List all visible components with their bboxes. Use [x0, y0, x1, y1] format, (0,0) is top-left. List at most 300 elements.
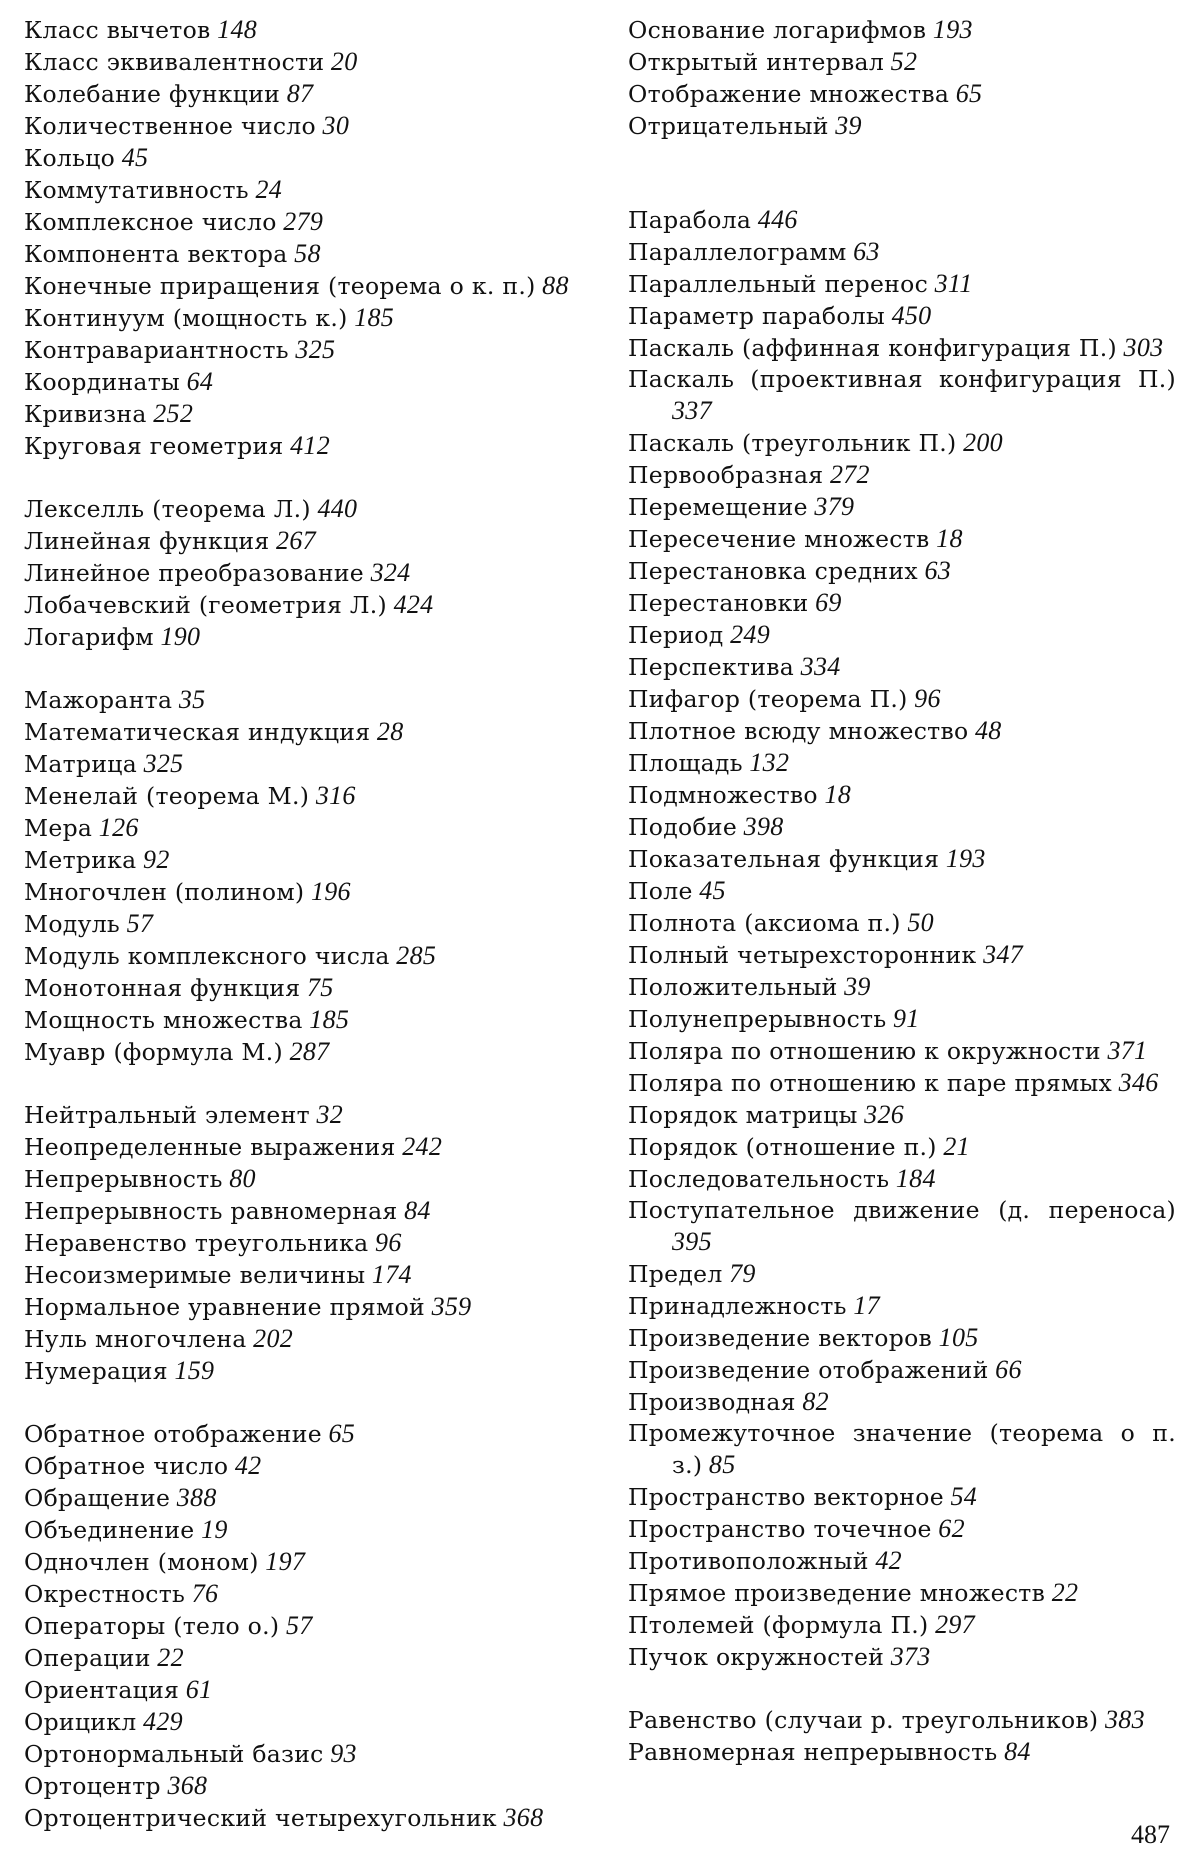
index-term: Логарифм — [24, 623, 154, 651]
index-term: Ортоцентрический четырехугольник — [24, 1804, 497, 1832]
index-term: Лобачевский (геометрия Л.) — [24, 591, 388, 619]
index-term: Противоположный — [628, 1547, 869, 1575]
index-term: Неравенство треугольника — [24, 1229, 369, 1257]
page-reference: 202 — [253, 1324, 294, 1353]
index-letter-group — [24, 493, 590, 653]
index-entry — [24, 1131, 590, 1163]
page-reference: 285 — [396, 941, 437, 970]
page-reference: 193 — [945, 844, 986, 873]
index-term: Поле — [628, 877, 693, 905]
page-reference: 84 — [1004, 1737, 1031, 1766]
index-term: Предел — [628, 1260, 723, 1288]
page-reference: 446 — [757, 205, 798, 234]
index-term: Обратное число — [24, 1452, 229, 1480]
page-reference: 84 — [404, 1196, 431, 1225]
page-reference: 424 — [393, 590, 434, 619]
page-reference: 388 — [176, 1483, 217, 1512]
index-entry — [628, 78, 1176, 110]
index-term: Линейная функция — [24, 527, 270, 555]
page-reference: 66 — [995, 1355, 1022, 1384]
index-entry — [628, 1099, 1176, 1131]
index-term: Круговая геометрия — [24, 432, 284, 460]
index-entry — [24, 1770, 590, 1802]
page-reference: 21 — [943, 1132, 970, 1161]
index-term: Перестановка средних — [628, 557, 918, 585]
group-gap — [628, 142, 1176, 204]
page-reference: 185 — [309, 1005, 350, 1034]
index-entry — [628, 1704, 1176, 1736]
index-entry — [24, 334, 590, 366]
index-entry — [628, 715, 1176, 747]
index-entry — [628, 747, 1176, 779]
index-entry — [24, 525, 590, 557]
page-reference: 325 — [295, 335, 336, 364]
index-term: Произведение отображений — [628, 1356, 989, 1384]
index-entry — [24, 1706, 590, 1738]
page-reference: 440 — [317, 494, 358, 523]
index-letter-group — [24, 684, 590, 1068]
index-entry — [628, 364, 1176, 427]
index-entry — [24, 1546, 590, 1578]
index-entry — [24, 1323, 590, 1355]
index-term: Менелай (теорема М.) — [24, 782, 310, 810]
page-reference: 42 — [875, 1546, 902, 1575]
page-reference: 148 — [217, 15, 258, 44]
page-reference: 242 — [402, 1132, 443, 1161]
index-entry — [628, 332, 1176, 364]
index-term: Период — [628, 621, 724, 649]
page-reference: 28 — [376, 717, 404, 746]
page-reference: 105 — [938, 1323, 979, 1352]
index-term: Отрицательный — [628, 112, 829, 140]
page-reference: 63 — [924, 556, 952, 585]
page-reference: 64 — [186, 367, 214, 396]
page-reference: 69 — [815, 588, 842, 617]
index-term: Паскаль (аффинная конфигурация П.) — [628, 334, 1117, 362]
index-entry — [628, 459, 1176, 491]
page-reference: 93 — [330, 1739, 357, 1768]
index-term: Матрица — [24, 750, 138, 778]
page-reference: 96 — [375, 1228, 402, 1257]
page-reference: 383 — [1104, 1705, 1145, 1734]
index-term: Порядок (отношение п.) — [628, 1133, 937, 1161]
index-term: Паскаль (проективная конфигурация П.) — [628, 365, 1176, 393]
group-gap — [24, 462, 590, 493]
index-entry — [628, 1322, 1176, 1354]
index-term: Пространство векторное — [628, 1483, 944, 1511]
index-letter-group — [628, 14, 1176, 142]
page-reference: 76 — [191, 1579, 219, 1608]
index-entry — [628, 236, 1176, 268]
index-term: Промежуточное значение (теорема о п. з.) — [628, 1419, 1176, 1479]
page-reference: 324 — [370, 558, 411, 587]
index-entry — [24, 908, 590, 940]
index-entry — [628, 1418, 1176, 1481]
index-term: Ортоцентр — [24, 1772, 161, 1800]
index-entry — [628, 204, 1176, 236]
index-entry — [24, 206, 590, 238]
index-term: Координаты — [24, 368, 181, 396]
page-reference: 57 — [285, 1611, 313, 1640]
index-entry — [24, 14, 590, 46]
index-entry — [24, 1355, 590, 1387]
page-reference: 85 — [708, 1450, 736, 1479]
index-term: Мера — [24, 814, 93, 842]
index-entry — [24, 557, 590, 589]
page-reference: 18 — [824, 780, 852, 809]
page-reference: 368 — [167, 1771, 208, 1800]
index-letter-group — [24, 1099, 590, 1387]
index-entry — [24, 876, 590, 908]
page-reference: 30 — [322, 111, 350, 140]
index-term: Комплексное число — [24, 208, 277, 236]
index-term: Равенство (случаи р. треугольников) — [628, 1706, 1099, 1734]
index-term: Модуль — [24, 910, 121, 938]
index-term: Количественное число — [24, 112, 316, 140]
page-reference: 193 — [932, 15, 973, 44]
index-term: Орицикл — [24, 1708, 137, 1736]
page-reference: 395 — [672, 1227, 712, 1256]
index-term: Перемещение — [628, 493, 808, 521]
page-reference: 311 — [934, 269, 973, 298]
index-term: Прямое произведение множеств — [628, 1579, 1046, 1607]
index-term: Непрерывность — [24, 1165, 223, 1193]
index-term: Первообразная — [628, 461, 824, 489]
index-letter-group — [628, 1704, 1176, 1768]
index-entry — [24, 589, 590, 621]
index-term: Поляра по отношению к паре прямых — [628, 1069, 1113, 1097]
index-letter-group — [628, 204, 1176, 1673]
index-entry — [24, 812, 590, 844]
index-entry — [24, 142, 590, 174]
index-term: Класс вычетов — [24, 16, 211, 44]
index-entry — [24, 1163, 590, 1195]
index-term: Компонента вектора — [24, 240, 288, 268]
index-entry — [628, 1163, 1176, 1195]
page-reference: 20 — [330, 47, 358, 76]
index-term: Поступательное движение (д. переноса) — [628, 1196, 1176, 1224]
index-term: Монотонная функция — [24, 974, 301, 1002]
index-term: Модуль комплексного числа — [24, 942, 390, 970]
page-reference: 96 — [914, 684, 941, 713]
index-entry — [628, 587, 1176, 619]
page-reference: 80 — [229, 1164, 256, 1193]
index-term: Парабола — [628, 206, 752, 234]
group-gap — [628, 1673, 1176, 1704]
index-entry — [628, 14, 1176, 46]
index-entry — [24, 238, 590, 270]
index-entry — [24, 78, 590, 110]
page-reference: 91 — [893, 1004, 920, 1033]
index-term: Операторы (тело о.) — [24, 1612, 280, 1640]
index-term: Лекселль (теорема Л.) — [24, 495, 311, 523]
index-term: Нейтральный элемент — [24, 1101, 310, 1129]
index-entry — [24, 1227, 590, 1259]
index-entry — [628, 1481, 1176, 1513]
index-entry — [24, 1195, 590, 1227]
page-reference: 88 — [542, 271, 569, 300]
page-reference: 132 — [749, 748, 790, 777]
index-entry — [628, 939, 1176, 971]
index-entry — [628, 1131, 1176, 1163]
page-reference: 287 — [289, 1037, 330, 1066]
index-entry — [628, 1195, 1176, 1258]
page-reference: 325 — [143, 749, 184, 778]
page-reference: 58 — [294, 239, 321, 268]
index-term: Обратное отображение — [24, 1420, 322, 1448]
index-entry — [628, 1290, 1176, 1322]
page-reference: 32 — [316, 1100, 344, 1129]
page-reference: 63 — [853, 237, 880, 266]
page-reference: 303 — [1123, 333, 1164, 362]
index-entry — [24, 1610, 590, 1642]
index-entry — [24, 748, 590, 780]
index-term: Нуль многочлена — [24, 1325, 247, 1353]
index-term: Мажоранта — [24, 686, 173, 714]
index-entry — [24, 493, 590, 525]
page-reference: 326 — [864, 1100, 905, 1129]
index-term: Площадь — [628, 749, 743, 777]
page-reference: 316 — [315, 781, 356, 810]
index-term: Равномерная непрерывность — [628, 1738, 998, 1766]
index-term: Перестановки — [628, 589, 809, 617]
index-entry — [24, 1259, 590, 1291]
index-term: Объединение — [24, 1516, 195, 1544]
index-entry — [628, 1067, 1176, 1099]
index-term: Открытый интервал — [628, 48, 885, 76]
index-entry — [628, 300, 1176, 332]
index-entry — [24, 716, 590, 748]
index-entry — [628, 555, 1176, 587]
index-term: Подмножество — [628, 781, 818, 809]
index-entry — [24, 174, 590, 206]
index-entry — [628, 779, 1176, 811]
index-entry — [24, 1578, 590, 1610]
index-entry — [628, 1035, 1176, 1067]
page-reference: 337 — [672, 396, 712, 425]
page-reference: 65 — [955, 79, 983, 108]
page-reference: 65 — [328, 1419, 356, 1448]
index-entry — [24, 430, 590, 462]
index-term: Пересечение множеств — [628, 525, 930, 553]
index-entry — [628, 843, 1176, 875]
page-reference: 334 — [800, 652, 841, 681]
page-reference: 373 — [890, 1642, 931, 1671]
index-term: Контравариантность — [24, 336, 289, 364]
page-reference: 18 — [936, 524, 963, 553]
page-reference: 297 — [935, 1610, 975, 1639]
page-reference: 87 — [286, 79, 314, 108]
page-reference: 24 — [255, 175, 283, 204]
index-letter-group — [24, 14, 590, 462]
page-number: 487 — [1131, 1820, 1170, 1849]
index-entry — [628, 1386, 1176, 1418]
group-gap — [24, 653, 590, 684]
index-entry — [24, 270, 590, 302]
index-entry — [24, 1674, 590, 1706]
index-entry — [628, 1577, 1176, 1609]
page-reference: 450 — [891, 301, 932, 330]
index-entry — [24, 366, 590, 398]
page-reference: 126 — [98, 813, 139, 842]
page-reference: 22 — [1051, 1578, 1079, 1607]
index-entry — [628, 1545, 1176, 1577]
index-entry — [24, 1450, 590, 1482]
page-reference: 190 — [160, 622, 201, 651]
index-entry — [628, 619, 1176, 651]
page-reference: 39 — [835, 111, 862, 140]
page-reference: 17 — [853, 1291, 880, 1320]
page-reference: 82 — [802, 1387, 829, 1416]
index-term: Окрестность — [24, 1580, 186, 1608]
page-reference: 22 — [157, 1643, 184, 1672]
index-entry — [24, 780, 590, 812]
index-term: Неопределенные выражения — [24, 1133, 396, 1161]
index-entry — [24, 1802, 590, 1834]
page-reference: 267 — [276, 526, 316, 555]
group-gap — [24, 1068, 590, 1099]
index-term: Линейное преобразование — [24, 559, 364, 587]
index-term: Одночлен (моном) — [24, 1548, 259, 1576]
page-reference: 45 — [699, 876, 726, 905]
page-reference: 159 — [174, 1356, 215, 1385]
index-entry — [24, 1099, 590, 1131]
index-term: Полный четырехсторонник — [628, 941, 977, 969]
index-entry — [24, 940, 590, 972]
index-entry — [24, 684, 590, 716]
index-term: Параметр параболы — [628, 302, 886, 330]
index-entry — [628, 1258, 1176, 1290]
page-reference: 19 — [201, 1515, 228, 1544]
page-reference: 398 — [743, 812, 784, 841]
index-term: Показательная функция — [628, 845, 940, 873]
index-entry — [628, 427, 1176, 459]
index-entry — [628, 651, 1176, 683]
page-reference: 50 — [907, 908, 934, 937]
index-term: Кривизна — [24, 400, 147, 428]
page-reference: 61 — [185, 1675, 213, 1704]
page-reference: 429 — [143, 1707, 183, 1736]
index-entry — [24, 302, 590, 334]
index-entry — [628, 1354, 1176, 1386]
page-reference: 92 — [143, 845, 170, 874]
page-reference: 39 — [844, 972, 871, 1001]
index-term: Континуум (мощность к.) — [24, 304, 348, 332]
index-term: Обращение — [24, 1484, 171, 1512]
index-entry — [628, 683, 1176, 715]
index-entry — [24, 844, 590, 876]
index-term: Порядок матрицы — [628, 1101, 858, 1129]
index-term: Несоизмеримые величины — [24, 1261, 366, 1289]
page-reference: 62 — [938, 1514, 965, 1543]
page-reference: 54 — [950, 1482, 978, 1511]
index-term: Произведение векторов — [628, 1324, 933, 1352]
page-reference: 249 — [730, 620, 770, 649]
index-term: Пространство точечное — [628, 1515, 932, 1543]
group-gap — [24, 1387, 590, 1418]
index-term: Класс эквивалентности — [24, 48, 325, 76]
page-reference: 197 — [265, 1547, 306, 1576]
page-reference: 48 — [975, 716, 1002, 745]
index-term: Пучок окружностей — [628, 1643, 885, 1671]
index-entry — [628, 811, 1176, 843]
page-reference: 52 — [890, 47, 918, 76]
page-reference: 368 — [503, 1803, 544, 1832]
index-term: Принадлежность — [628, 1292, 847, 1320]
index-entry — [24, 1004, 590, 1036]
index-term: Подобие — [628, 813, 738, 841]
index-entry — [628, 1513, 1176, 1545]
index-term: Положительный — [628, 973, 838, 1001]
index-entry — [628, 907, 1176, 939]
index-entry — [24, 1291, 590, 1323]
index-term: Непрерывность равномерная — [24, 1197, 398, 1225]
page-reference: 252 — [153, 399, 194, 428]
index-term: Коммутативность — [24, 176, 249, 204]
index-term: Параллельный перенос — [628, 270, 929, 298]
index-term: Конечные приращения (теорема о к. п.) — [24, 272, 536, 300]
page-reference: 272 — [829, 460, 870, 489]
right-column — [628, 14, 1176, 1768]
page-reference: 35 — [178, 685, 206, 714]
page-reference: 42 — [234, 1451, 262, 1480]
index-term: Нумерация — [24, 1357, 168, 1385]
index-entry — [628, 268, 1176, 300]
page-reference: 75 — [306, 973, 334, 1002]
index-term: Ориентация — [24, 1676, 180, 1704]
index-term: Мощность множества — [24, 1006, 303, 1034]
index-term: Полнота (аксиома п.) — [628, 909, 901, 937]
index-term: Плотное всюду множество — [628, 717, 969, 745]
index-term: Операции — [24, 1644, 151, 1672]
index-term: Параллелограмм — [628, 238, 847, 266]
page-reference: 346 — [1118, 1068, 1159, 1097]
index-term: Метрика — [24, 846, 137, 874]
index-term: Отображение множества — [628, 80, 950, 108]
index-term: Перспектива — [628, 653, 795, 681]
index-term: Полунепрерывность — [628, 1005, 887, 1033]
index-entry — [628, 523, 1176, 555]
index-term: Основание логарифмов — [628, 16, 927, 44]
index-term: Ортонормальный базис — [24, 1740, 324, 1768]
index-entry — [24, 1482, 590, 1514]
index-entry — [24, 1514, 590, 1546]
index-term: Колебание функции — [24, 80, 281, 108]
index-entry — [24, 972, 590, 1004]
index-term: Математическая индукция — [24, 718, 371, 746]
page-reference: 79 — [729, 1259, 756, 1288]
index-entry — [24, 46, 590, 78]
page-reference: 196 — [310, 877, 351, 906]
index-term: Паскаль (треугольник П.) — [628, 429, 957, 457]
page-reference: 279 — [283, 207, 324, 236]
index-entry — [628, 491, 1176, 523]
index-entry — [24, 1738, 590, 1770]
index-term: Нормальное уравнение прямой — [24, 1293, 425, 1321]
page-reference: 174 — [371, 1260, 412, 1289]
index-entry — [628, 1609, 1176, 1641]
index-entry — [628, 1003, 1176, 1035]
index-entry — [628, 1736, 1176, 1768]
index-entry — [24, 1036, 590, 1068]
index-term: Пифагор (теорема П.) — [628, 685, 908, 713]
index-letter-group — [24, 1418, 590, 1834]
page-reference: 200 — [963, 428, 1003, 457]
index-term: Муавр (формула М.) — [24, 1038, 284, 1066]
index-term: Последовательность — [628, 1165, 890, 1193]
index-term: Поляра по отношению к окружности — [628, 1037, 1101, 1065]
index-term: Многочлен (полином) — [24, 878, 305, 906]
